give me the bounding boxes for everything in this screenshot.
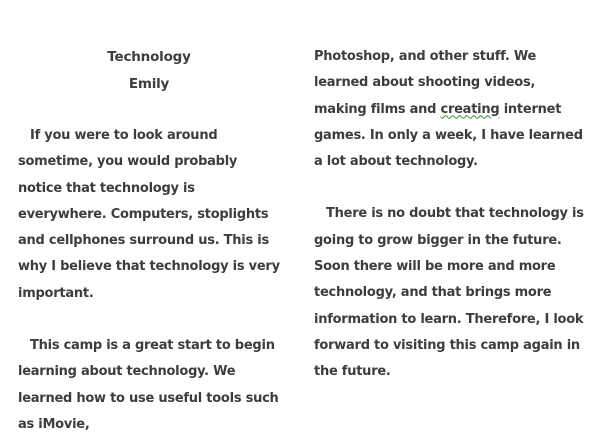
paragraph-future <box>314 201 589 385</box>
paragraph-camp <box>18 333 280 438</box>
paragraph-continued <box>314 44 589 175</box>
left-column <box>18 44 280 438</box>
paragraph-continued-start: Photoshop, and other stuff. We learned about shooting videos, making films and <box>314 49 537 117</box>
spellcheck-flagged-word[interactable]: creating <box>440 101 500 117</box>
essay-title: Technology <box>107 49 191 65</box>
paragraph-intro <box>18 123 280 307</box>
paragraph-continued-end: internet games. In only a week, I have learned a lot about technology. <box>314 101 583 170</box>
paragraph-intro-text: If you were to look around sometime, you would probably notice that technology is everywhere. Computers, stoplights and cellphones surround us. This is why I believe that technology is very important. <box>18 128 280 301</box>
right-column <box>314 44 589 386</box>
paragraph-camp-text: This camp is a great start to begin learning about technology. We learned how to use useful tools such as iMovie, <box>18 338 279 432</box>
paragraph-future-text: There is no doubt that technology is going to grow bigger in the future. Soon there will be more and more technology, and that brings more information to learn. Therefore, I look forward to visiting this camp again in the future. <box>314 206 584 380</box>
author-name: Emily <box>128 75 170 92</box>
